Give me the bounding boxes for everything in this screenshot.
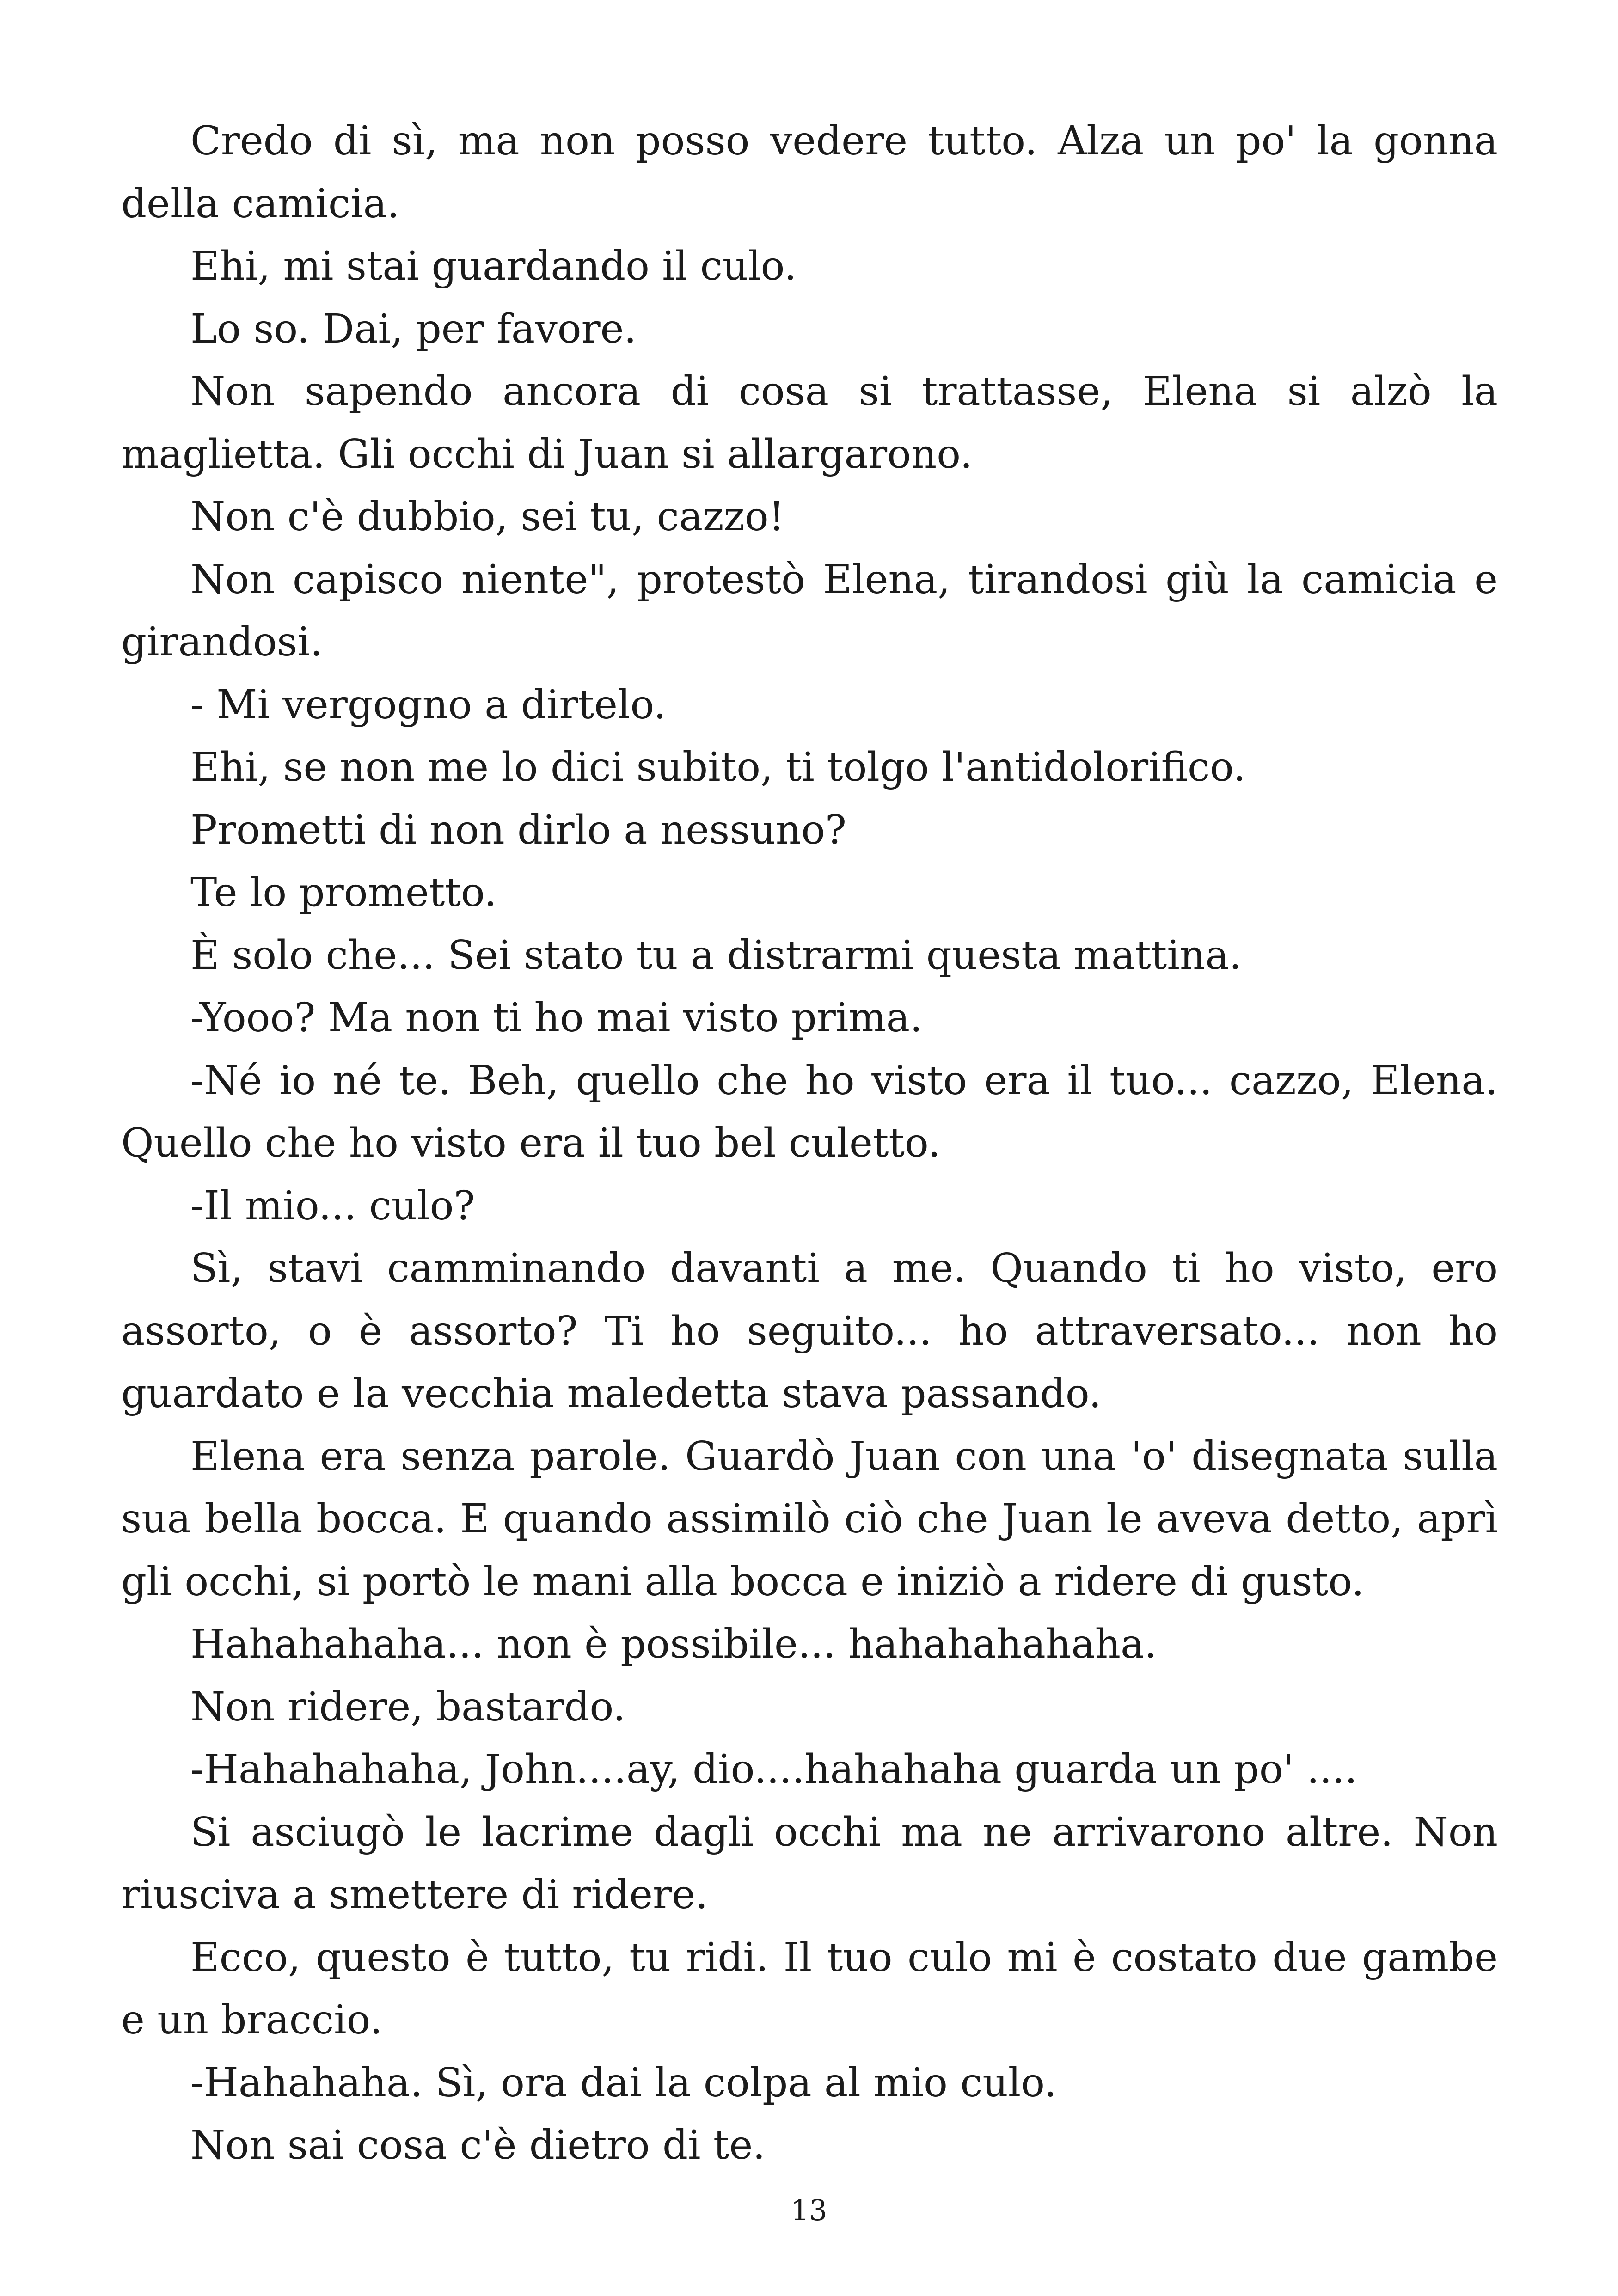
- paragraph: Si asciugò le lacrime dagli occhi ma ne arrivarono altre. Non riusciva a smettere di ridere.: [121, 1809, 1498, 1918]
- page-number: 13: [791, 2193, 827, 2227]
- paragraph: -Né io né te. Beh, quello che ho visto era il tuo... cazzo, Elena. Quello che ho visto era il tuo bel culetto.: [121, 1057, 1498, 1166]
- paragraph: Lo so. Dai, per favore.: [190, 306, 637, 352]
- paragraph: Elena era senza parole. Guardò Juan con una 'o' disegnata sulla sua bella bocca. E quando assimilò ciò che Juan le aveva detto, aprì gli occhi, si portò le mani alla bocca e iniziò a ridere di gusto.: [121, 1433, 1498, 1605]
- paragraph: Ehi, se non me lo dici subito, ti tolgo l'antidolorifico.: [190, 744, 1246, 790]
- paragraph: -Hahahahaha, John....ay, dio....hahahaha guarda un po' ....: [190, 1746, 1358, 1793]
- paragraph: È solo che... Sei stato tu a distrarmi questa mattina.: [190, 932, 1242, 979]
- paragraph: - Mi vergogno a dirtelo.: [190, 681, 667, 728]
- paragraph: Ecco, questo è tutto, tu ridi. Il tuo culo mi è costato due gambe e un braccio.: [121, 1934, 1498, 2043]
- paragraph: Non sapendo ancora di cosa si trattasse, Elena si alzò la maglietta. Gli occhi di Juan si allargarono.: [121, 368, 1498, 478]
- paragraph: Non sai cosa c'è dietro di te.: [190, 2122, 766, 2168]
- paragraph: Sì, stavi camminando davanti a me. Quando ti ho visto, ero assorto, o è assorto? Ti ho seguito... ho attraversato... non ho guardato e la vecchia maledetta stava passando.: [121, 1245, 1498, 1417]
- paragraph: -Hahahaha. Sì, ora dai la colpa al mio culo.: [190, 2059, 1057, 2106]
- paragraph: -Yooo? Ma non ti ho mai visto prima.: [190, 995, 923, 1041]
- body-text: [121, 110, 1498, 2177]
- paragraph: Non capisco niente", protestò Elena, tirandosi giù la camicia e girandosi.: [121, 556, 1498, 665]
- paragraph: Hahahahaha... non è possibile... hahahahahaha.: [190, 1621, 1157, 1667]
- paragraph: Te lo prometto.: [190, 869, 497, 916]
- paragraph: Ehi, mi stai guardando il culo.: [190, 243, 797, 289]
- paragraph: -Il mio... culo?: [190, 1182, 475, 1229]
- paragraph: Prometti di non dirlo a nessuno?: [190, 807, 847, 853]
- paragraph: Non c'è dubbio, sei tu, cazzo!: [190, 494, 785, 540]
- paragraph: Credo di sì, ma non posso vedere tutto. Alza un po' la gonna della camicia.: [121, 118, 1498, 227]
- paragraph: Non ridere, bastardo.: [190, 1684, 626, 1730]
